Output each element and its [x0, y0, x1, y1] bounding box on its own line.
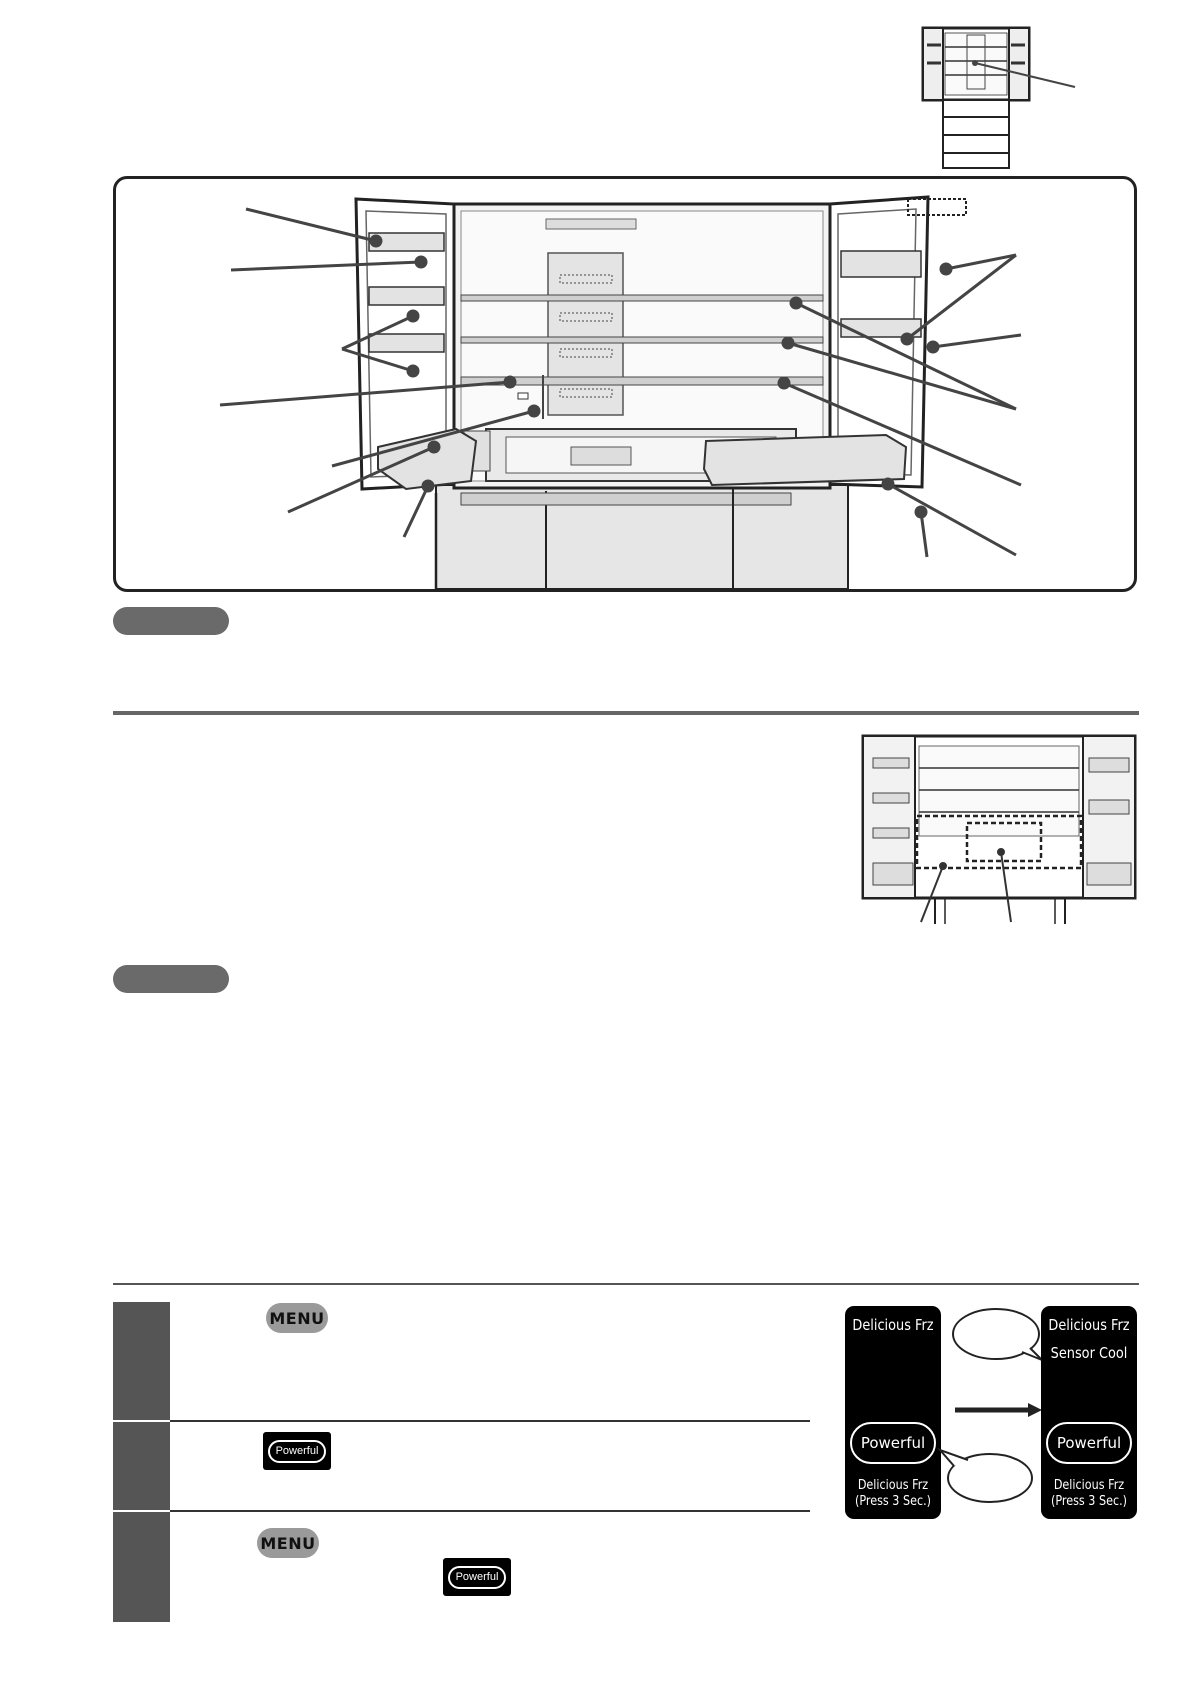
note-pill-2: [113, 965, 229, 993]
panel-mode-sensor-cool: Sensor Cool: [1050, 1344, 1128, 1362]
powerful-button-step3[interactable]: [443, 1558, 511, 1596]
fridge-compartment-diagram: [855, 728, 1145, 924]
panel-heading: Delicious Frz: [852, 1316, 934, 1334]
panel-footer-line1: Delicious Frz: [857, 1478, 929, 1493]
step-tab-2: [113, 1422, 170, 1510]
control-panel-after: [1041, 1306, 1137, 1519]
step-divider-1: [170, 1420, 810, 1422]
panel-powerful-button[interactable]: Powerful: [1046, 1422, 1132, 1464]
fridge-interior-diagram: [116, 179, 1134, 589]
control-panel-before: [845, 1306, 941, 1519]
panel-footer-line2: (Press 3 Sec.): [1050, 1494, 1128, 1509]
powerful-button-step2[interactable]: [263, 1432, 331, 1470]
step-divider-2: [170, 1510, 810, 1512]
panel-powerful-button[interactable]: Powerful: [850, 1422, 936, 1464]
note-pill-1: [113, 607, 229, 635]
callouts-and-arrow: [930, 1300, 1050, 1520]
menu-button-step1[interactable]: MENU: [266, 1303, 328, 1333]
section-divider-1: [113, 711, 1139, 715]
panel-footer-line2: (Press 3 Sec.): [854, 1494, 932, 1509]
panel-footer-line1: Delicious Frz: [1053, 1478, 1125, 1493]
fridge-overview-diagram: [915, 25, 1085, 170]
step-tab-1: [113, 1302, 170, 1420]
panel-heading: Delicious Frz: [1048, 1316, 1130, 1334]
step-tab-3: [113, 1512, 170, 1622]
powerful-button-label: Powerful: [268, 1440, 327, 1463]
menu-button-step3[interactable]: MENU: [257, 1528, 319, 1558]
powerful-button-label: Powerful: [448, 1566, 507, 1589]
section-divider-2: [113, 1283, 1139, 1285]
